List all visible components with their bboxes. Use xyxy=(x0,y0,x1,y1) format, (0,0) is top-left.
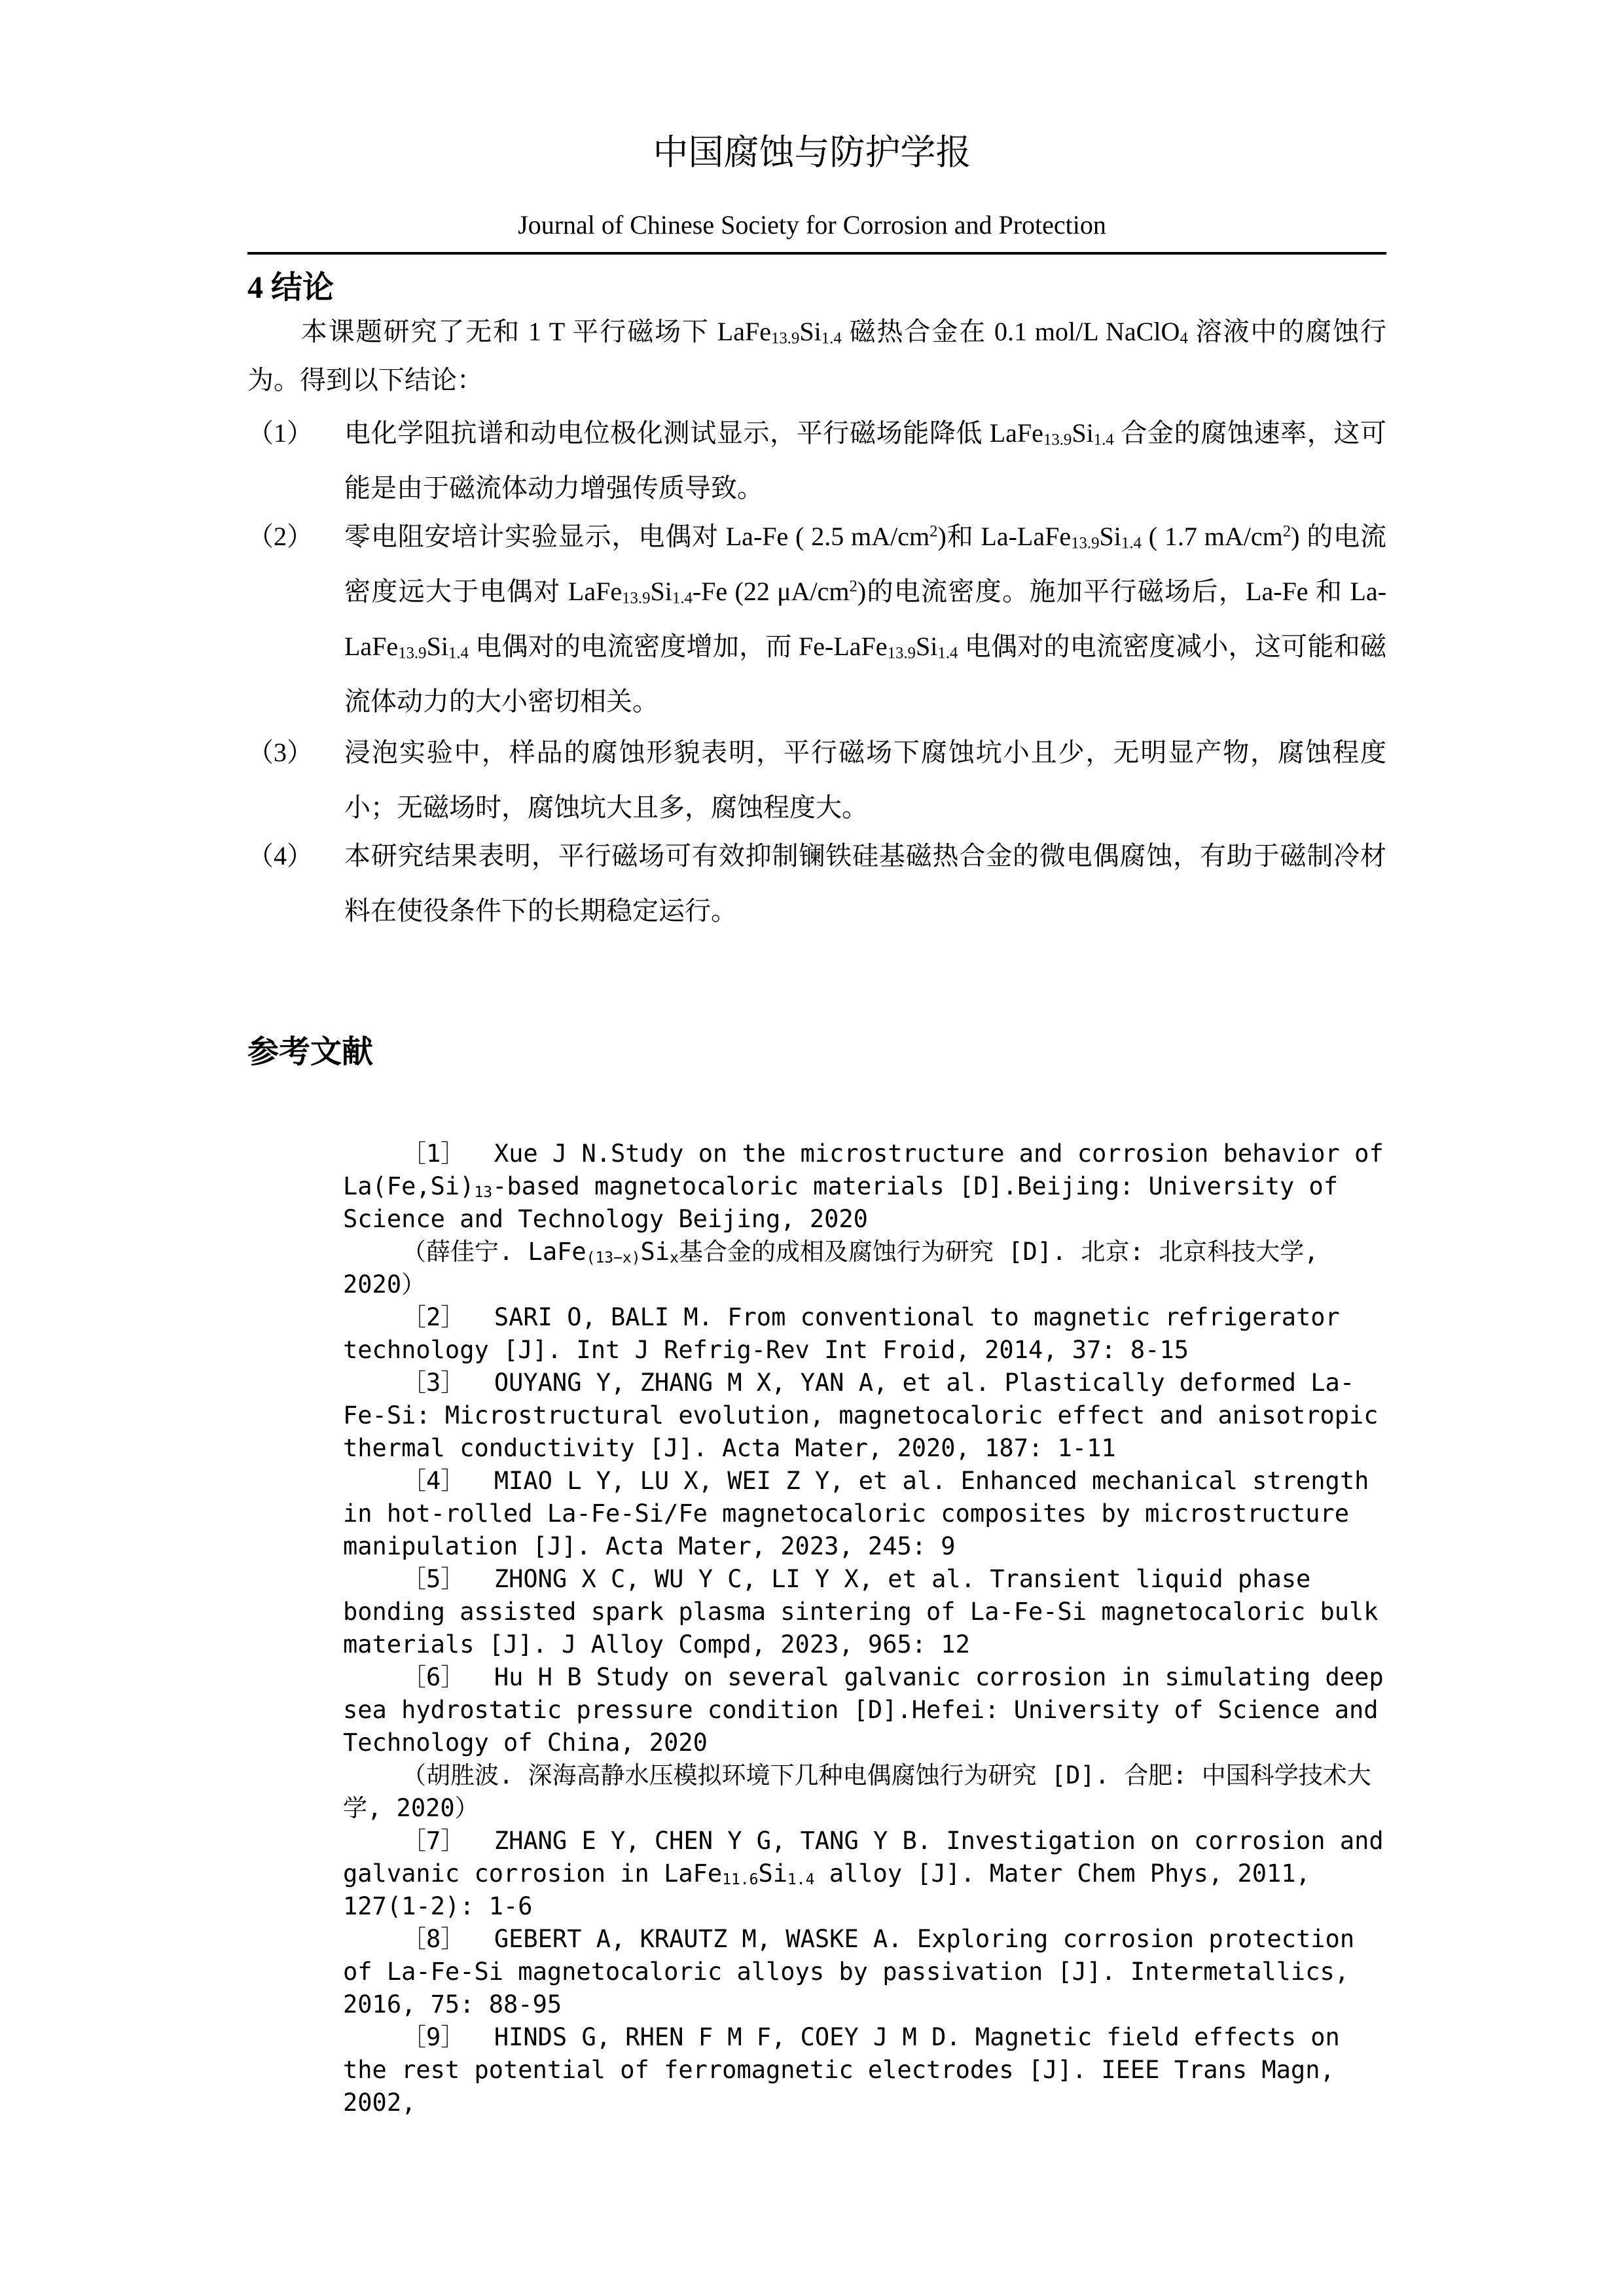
conclusion-heading: 4 结论 xyxy=(247,270,334,305)
conclusion-intro: 本课题研究了无和 1 T 平行磁场下 $LaFe_{13.9}Si_{1.4}$ 磁热合金在 0.1 mol/L NaClO$_4$ 溶液中的腐蚀行为。得到以下结论： xyxy=(247,317,1387,395)
item-text: 电化学阻抗谱和动电位极化测试显示，平行磁场能降低 $LaFe_{13.9}Si_{1.4}$ 合金的腐蚀速率，这可能是由于磁流体动力增强传质导致。 xyxy=(344,418,1387,503)
item-number: （2） xyxy=(247,522,313,551)
header-rule xyxy=(247,252,1386,255)
reference-1: ［1］ Xue J N.Study on the microstructure and corrosion behavior of $La(Fe,Si)_{13}$-based magnetocaloric materials [D].Beijing: University of Science and Technology Beijing, 2020 xyxy=(343,1139,1398,1233)
item-text: 本研究结果表明，平行磁场可有效抑制镧铁硅基磁热合金的微电偶腐蚀，有助于磁制冷材料在使役条件下的长期稳定运行。 xyxy=(344,841,1386,925)
reference-1-translation: （薛佳宁. $LaFe_{(13-x)}Si_x$基合金的成相及腐蚀行为研究 [D]. 北京: 北京科技大学, 2020） xyxy=(343,1238,1333,1299)
reference-8: ［8］ GEBERT A, KRAUTZ M, WASKE A. Exploring corrosion protection of La-Fe-Si magnetocaloric alloys by passivation [J]. Intermetallics, 2016, 75: 88-95 xyxy=(343,1925,1369,2018)
reference-5: ［5］ ZHONG X C, WU Y C, LI Y X, et al. Transient liquid phase bonding assisted spark plasma sintering of La-Fe-Si magnetocaloric bulk materials [J]. J Alloy Compd, 2023, 965: 12 xyxy=(343,1565,1393,1659)
item-text: 零电阻安培计实验显示，电偶对 La-Fe ( 2.5 $mA/cm^2$)和 $La-LaFe_{13.9}Si_{1.4}$ ( 1.7 $mA/cm^2$) 的电流密度远大于电偶对 $LaFe_{13.9}Si_{1.4}-Fe$ (22 $\mu A/cm^2$)的电流密度。施加平行磁场后，La-Fe 和 $La-LaFe_{13.9}Si_{1.4}$ 电偶对的电流密度增加，而 $Fe-LaFe_{13.9}Si_{1.4}$ 电偶对的电流密度减小，这可能和磁流体动力的大小密切相关。 xyxy=(344,522,1387,716)
reference-6-translation: （胡胜波. 深海高静水压模拟环境下几种电偶腐蚀行为研究 [D]. 合肥: 中国科学技术大学, 2020） xyxy=(343,1761,1371,1822)
item-number: （1） xyxy=(247,418,313,448)
item-text: 浸泡实验中，样品的腐蚀形貌表明，平行磁场下腐蚀坑小且少，无明显产物，腐蚀程度小；无磁场时，腐蚀坑大且多，腐蚀程度大。 xyxy=(344,738,1386,822)
journal-title-cn: 中国腐蚀与防护学报 xyxy=(653,133,971,172)
item-number: （3） xyxy=(247,738,313,767)
item-number: （4） xyxy=(247,841,313,870)
reference-2: ［2］ SARI O, BALI M. From conventional to magnetic refrigerator technology [J]. Int J Refrig-Rev Int Froid, 2014, 37: 8-15 xyxy=(343,1303,1355,1364)
reference-9: ［9］ HINDS G, RHEN F M F, COEY J M D. Magnetic field effects on the rest potential of ferromagnetic electrodes [J]. IEEE Trans Magn, 2002, xyxy=(343,2023,1355,2117)
journal-title-en: Journal of Chinese Society for Corrosion and Protection xyxy=(518,210,1106,240)
reference-7: ［7］ ZHANG E Y, CHEN Y G, TANG Y B. Investigation on corrosion and galvanic corrosion in $LaFe_{11.6}Si_{1.4}$ alloy [J]. Mater Chem Phys, 2011, 127(1-2): 1-6 xyxy=(343,1827,1398,1920)
reference-list xyxy=(343,1138,1398,2119)
reference-6: ［6］ Hu H B Study on several galvanic corrosion in simulating deep sea hydrostatic pressure condition [D].Hefei: University of Science and Technology of China, 2020 xyxy=(343,1663,1398,1757)
references-heading: 参考文献 xyxy=(247,1035,374,1069)
reference-4: ［4］ MIAO L Y, LU X, WEI Z Y, et al. Enhanced mechanical strength in hot-rolled La-Fe-Si/Fe magnetocaloric composites by microstructure manipulation [J]. Acta Mater, 2023, 245: 9 xyxy=(343,1467,1384,1560)
reference-3: ［3］ OUYANG Y, ZHANG M X, YAN A, et al. Plastically deformed La-Fe-Si: Microstructural evolution, magnetocaloric effect and anisotropic thermal conductivity [J]. Acta Mater, 2020, 187: 1-11 xyxy=(343,1369,1393,1462)
